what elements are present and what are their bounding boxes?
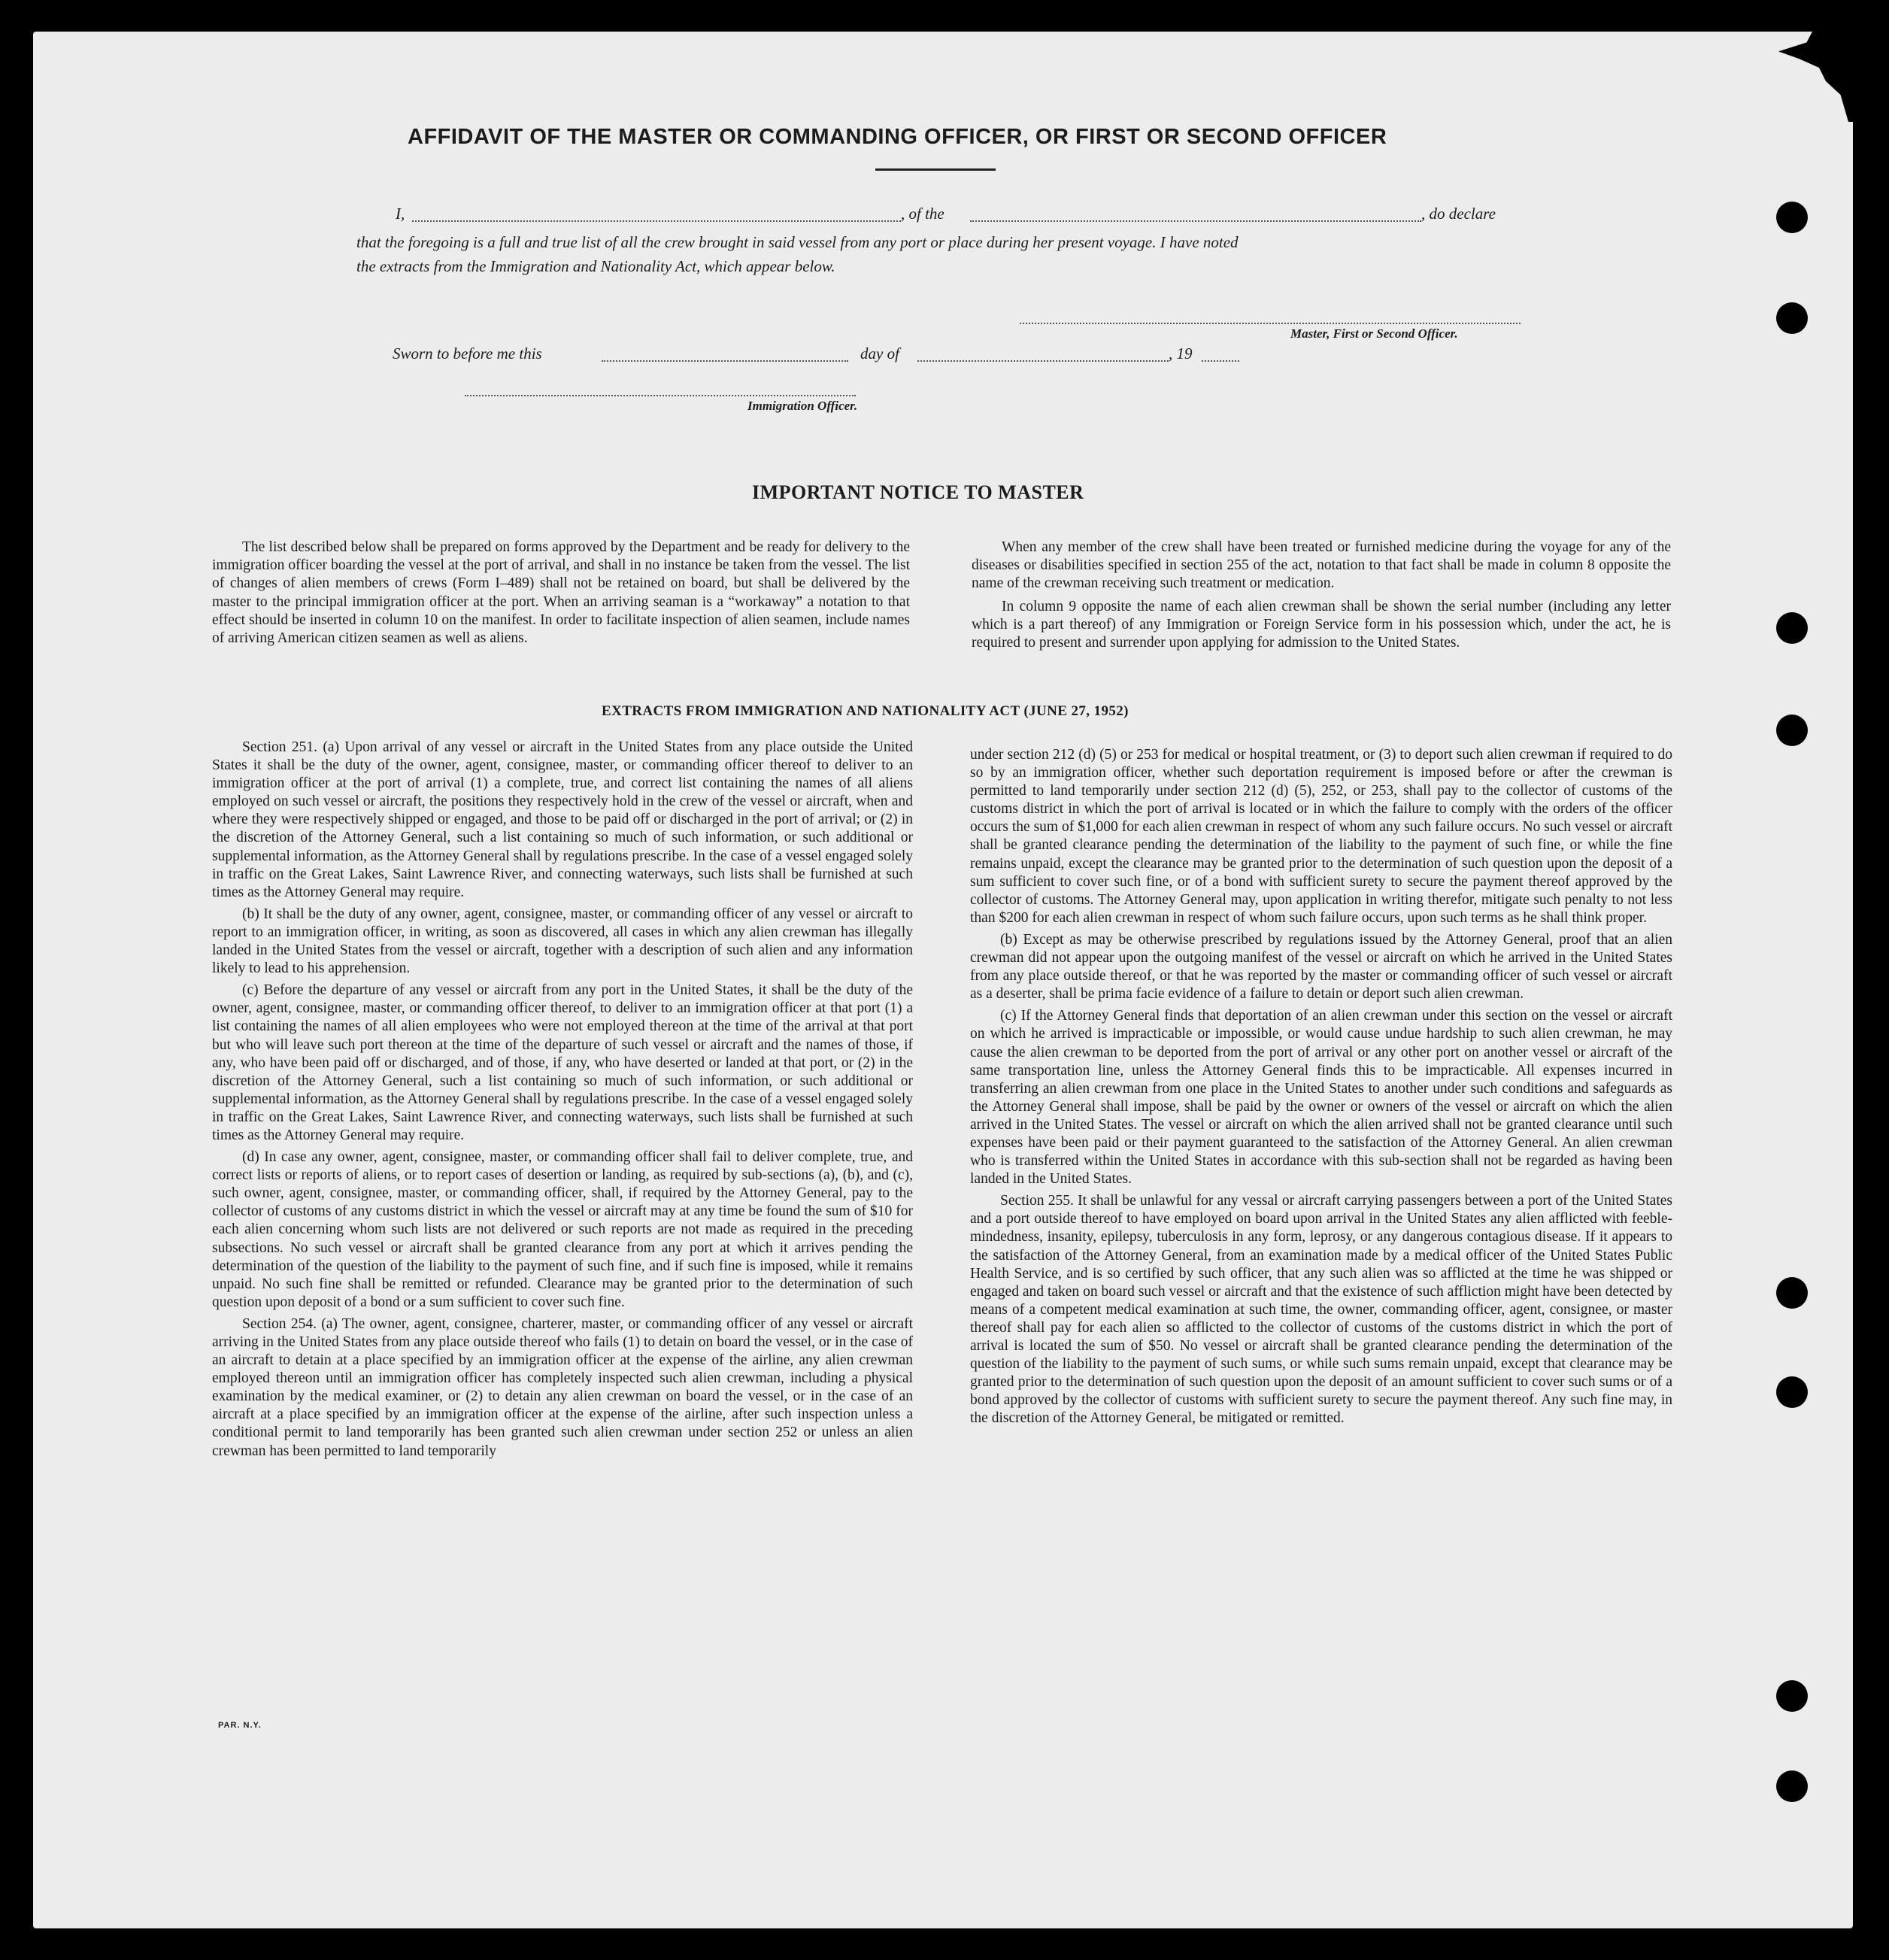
- extracts-right-column: [970, 746, 1672, 1431]
- extracts-title: EXTRACTS FROM IMMIGRATION AND NATIONALITY ACT (JUNE 27, 1952): [602, 703, 1129, 719]
- notice-left-column: [212, 539, 910, 652]
- notice-title: IMPORTANT NOTICE TO MASTER: [752, 481, 1084, 503]
- section-paragraph: under section 212 (d) (5) or 253 for medical or hospital treatment, or (3) to deport such alien crewman if required to do so by an immigration officer, whether such deportation requirement is imposed before or after the crewman is permitted to land temporarily under section 212 (d) (5), 252, or 253, shall pay to the collector of customs of the customs district in which the port of arrival is located or in which the failure to comply with the orders of the officer occurs the sum of $1,000 for each alien crewman in respect of whom any such failure occurs. No such vessel or aircraft shall be granted clearance pending the determination of the liability to the payment of such fine, or while the fine remains unpaid, except the clearance may be granted prior to the determination of such question upon the deposit of a sum sufficient to cover such fine, or of a bond with sufficient surety to secure the payment thereof approved by the collector of customs. The Attorney General may, upon application in writing therefor, mitigate such penalty to not less than $200 for each alien crewman in respect of whom such failure occurs, upon such terms as he shall think proper.: [970, 747, 1672, 926]
- officer-signature-blank[interactable]: [465, 394, 856, 396]
- notice-paragraph: The list described below shall be prepared on forms approved by the Department and be ready for delivery to the immigration officer boarding the vessel at the port of arrival, and shall in no instance be taken from the vessel. The list of changes of alien members of crews (Form I–489) shall not be retained on board, but shall be delivered by the master to the principal immigration officer at the port. When an arriving seaman is a “workaway” a notation to that effect should be inserted in column 10 on the manifest. In order to facilitate inspection of alien seamen, include names of arriving American citizen seamen as well as aliens.: [212, 539, 910, 647]
- section-paragraph: (b) It shall be the duty of any owner, agent, consignee, master, or commanding officer of any vessel or aircraft to report to an immigration officer, in writing, as soon as discovered, all cases in which any alien crewman has illegally landed in the United States from the vessel or aircraft, together with a description of such alien and any information likely to lead to his apprehension.: [212, 906, 913, 977]
- punch-hole: [1776, 715, 1808, 746]
- section-paragraph: (b) Except as may be otherwise prescribed by regulations issued by the Attorney General, proof that an alien crewman did not appear upon the outgoing manifest of the vessel or aircraft on which he arrived in the United States from any place outside thereof, or that he was reported by the master or commanding officer of such vessel or aircraft as a deserter, shall be prima facie evidence of a failure to detain or deport such alien crewman.: [970, 931, 1672, 1003]
- punch-hole: [1776, 1376, 1808, 1408]
- punch-hole: [1776, 302, 1808, 334]
- vessel-blank[interactable]: [970, 220, 1421, 222]
- sworn-month-blank[interactable]: [917, 360, 1169, 362]
- sworn-label: Sworn to before me this: [393, 344, 542, 363]
- title-underline: [875, 168, 996, 171]
- affidavit-title: AFFIDAVIT OF THE MASTER OR COMMANDING OFFICER, OR FIRST OR SECOND OFFICER: [408, 125, 1387, 149]
- affidavit-of-the: , of the: [901, 205, 944, 223]
- punch-hole: [1776, 1277, 1808, 1309]
- punch-hole: [1776, 202, 1808, 233]
- printer-mark: PAR. N.Y.: [218, 1721, 262, 1730]
- year-label: , 19: [1169, 344, 1193, 363]
- affidavit-line-3: the extracts from the Immigration and Nationality Act, which appear below.: [356, 257, 835, 275]
- day-of-label: day of: [860, 344, 899, 363]
- notice-paragraph: When any member of the crew shall have been treated or furnished medicine during the voyage for any of the diseases or disabilities specified in section 255 of the act, notation to that fact shall be made in column 8 opposite the name of the crewman receiving such treatment or medication.: [972, 539, 1671, 592]
- affidavit-i: I,: [396, 205, 405, 223]
- section-paragraph: Section 251. (a) Upon arrival of any vessel or aircraft in the United States from any place outside the United States it shall be the duty of the owner, agent, consignee, master, or commanding officer thereof to deliver to an immigration officer at the port of arrival (1) a complete, true, and correct list containing the names of all aliens employed on such vessel or aircraft, the positions they respectively hold in the crew of the vessel or aircraft, when and where they were respectively shipped or engaged, and those to be paid off or discharged in the port of arrival; or (2) in the discretion of the Attorney General, such a list containing so much of such information, or such additional or supplemental information, as the Attorney General shall by regulations prescribe. In the case of a vessel engaged solely in traffic on the Great Lakes, Saint Lawrence River, and connecting waterways, such lists shall be furnished at such times as the Attorney General may require.: [212, 739, 913, 900]
- extracts-left-column: [212, 739, 913, 1464]
- section-paragraph: (c) Before the departure of any vessel or aircraft from any port in the United States, it shall be the duty of the owner, agent, consignee, master, or commanding officer thereof, to deliver to an immigration officer at that port (1) a list containing the names of all alien employees who were not employed thereon at the time of the arrival at that port but who will leave such port thereon at the time of the departure of such vessel or aircraft and the names of those, if any, who have been paid off or discharged, and of those, if any, who have deserted or landed at that port, or (2) in the discretion of the Attorney General, such a list containing so much of such information, or such additional or supplemental information, as the Attorney General shall by regulations prescribe. In the case of a vessel engaged solely in traffic on the Great Lakes, Saint Lawrence River, and connecting waterways, such lists shall be furnished at such times as the Attorney General may require.: [212, 982, 913, 1143]
- affidavit-line-2: that the foregoing is a full and true list of all the crew brought in said vessel from any port or place during her present voyage. I have noted: [356, 233, 1239, 251]
- affidavit-do-declare: , do declare: [1421, 205, 1496, 223]
- master-signature-label: Master, First or Second Officer.: [1290, 326, 1458, 341]
- section-paragraph: (c) If the Attorney General finds that deportation of an alien crewman under this section on the vessel or aircraft on which he arrived is impracticable or impossible, or would cause undue hardship to such alien crewman, he may cause the alien crewman to be deported from the port of arrival or any other port on another vessel or aircraft of the same transportation line, unless the Attorney General finds this to be impracticable. All expenses incurred in transferring an alien crewman from one place in the United States to another under such conditions and safeguards as the Attorney General shall impose, shall be paid by the owner or owners of the vessel or aircraft on which the alien arrived in the United States. The vessel or aircraft on which the alien arrived shall not be granted clearance until such expenses have been paid or their payment guaranteed to the satisfaction of the Attorney General. An alien crewman who is transferred within the United States in accordance with this sub-section shall not be regarded as having been landed in the United States.: [970, 1008, 1672, 1188]
- punch-hole: [1776, 1770, 1808, 1802]
- punch-hole: [1776, 612, 1808, 644]
- section-paragraph: Section 254. (a) The owner, agent, consignee, charterer, master, or commanding officer of any vessel or aircraft arriving in the United States from any place outside thereof who fails (1) to detain on board the vessel, or in the case of an aircraft to detain at a place specified by an immigration officer at the expense of the airline, any alien crewman employed thereon until an immigration officer has completely inspected such alien crewman, including a physical examination by the medical examiner, or (2) to detain any alien crewman on board the vessel, or in the case of an aircraft at a place specified by an immigration officer at the expense of the airline, after such inspection unless a conditional permit to land temporarily has been granted such alien crewman under section 252 or unless an alien crewman has been permitted to land temporarily: [212, 1315, 913, 1459]
- punch-hole: [1776, 1680, 1808, 1712]
- master-signature-blank[interactable]: [1020, 322, 1521, 324]
- sworn-day-blank[interactable]: [602, 360, 848, 362]
- notice-paragraph: In column 9 opposite the name of each alien crewman shall be shown the serial number (including any letter which is a part thereof) of any Immigration or Foreign Service form in his possession which, under the act, he is required to present and surrender upon applying for admission to the United States.: [972, 598, 1671, 651]
- section-paragraph: Section 255. It shall be unlawful for any vessal or aircraft carrying passengers between a port of the United States and a port outside thereof to have employed on board upon arrival in the United States any alien afflicted with feeble-mindedness, insanity, epilepsy, tuberculosis in any form, leprosy, or any dangerous contagious disease. If it appears to the satisfaction of the Attorney General, from an examination made by a medical officer of the United States Public Health Service, and is so certified by such officer, that any such alien was so afflicted at the time he was shipped or engaged and taken on board such vessel or aircraft and that the existence of such affliction might have been detected by means of a competent medical examination at such time, the owner, commanding officer, agent, consignee, or master thereof shall pay for each alien so afflicted to the collector of customs of the customs district in which the port of arrival is located the sum of $50. No vessel or aircraft shall be granted clearance pending the determination of the question of the liability to the payment of such sums, or while such sums remain unpaid, except that clearance may be granted prior to the determination of such question upon the deposit of an amount sufficient to cover such sums or of a bond approved by the collector of customs with sufficient surety to secure the payment thereof. Any such fine may, in the discretion of the Attorney General, be mitigated or remitted.: [970, 1193, 1672, 1427]
- name-blank[interactable]: [412, 220, 901, 222]
- officer-signature-label: Immigration Officer.: [747, 399, 858, 413]
- notice-right-column: [972, 539, 1671, 657]
- sworn-year-blank[interactable]: [1202, 360, 1239, 362]
- section-paragraph: (d) In case any owner, agent, consignee, master, or commanding officer shall fail to deliver complete, true, and correct lists or reports of aliens, or to report cases of desertion or landing, as required by sub-sections (a), (b), and (c), such owner, agent, consignee, master, or commanding officer, shall, if required by the Attorney General, pay to the collector of customs of any customs district in which the vessel or aircraft may at any time be found the sum of $10 for each alien concerning whom such lists are not delivered or such reports are not made as required in the preceding subsections. No such vessel or aircraft shall be granted clearance from any port at which it arrives pending the determination of the question of the liability to the payment of such fine, and if such fine is imposed, while it remains unpaid. No such fine shall be remitted or refunded. Clearance may be granted prior to the determination of such question upon deposit of a bond or a sum sufficient to cover such fine.: [212, 1149, 913, 1310]
